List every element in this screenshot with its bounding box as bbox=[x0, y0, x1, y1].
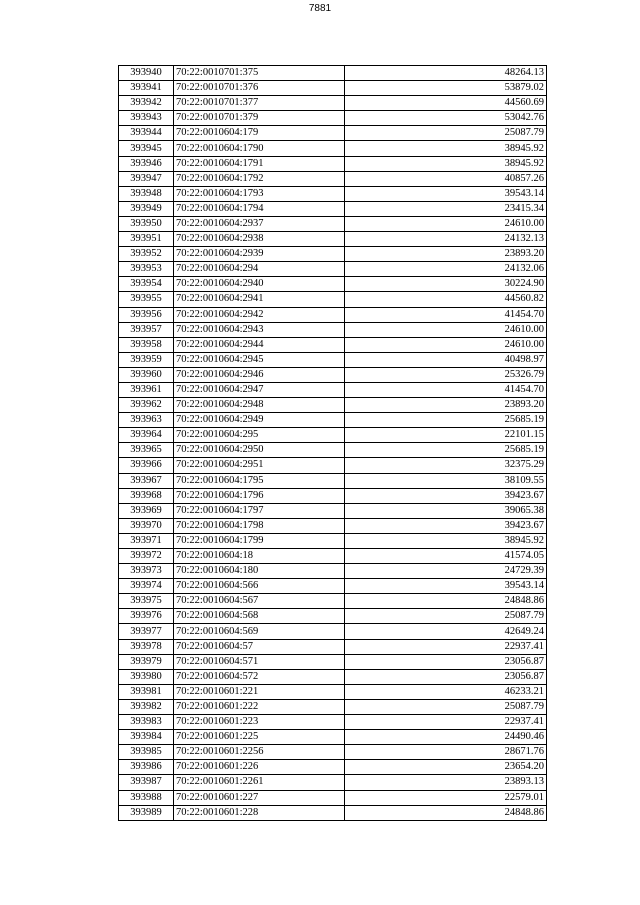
cadastral-number-cell: 70:22:0010604:2940 bbox=[174, 277, 345, 292]
cadastral-number-cell: 70:22:0010604:2948 bbox=[174, 398, 345, 413]
value-cell: 25685.19 bbox=[345, 413, 547, 428]
cadastral-number-cell: 70:22:0010701:375 bbox=[174, 66, 345, 81]
cadastral-number-cell: 70:22:0010604:1799 bbox=[174, 533, 345, 548]
value-cell: 39423.67 bbox=[345, 488, 547, 503]
table-row bbox=[119, 382, 547, 397]
value-cell: 22101.15 bbox=[345, 428, 547, 443]
table-row bbox=[119, 609, 547, 624]
value-cell: 30224.90 bbox=[345, 277, 547, 292]
row-number-cell: 393966 bbox=[119, 458, 174, 473]
table-row bbox=[119, 745, 547, 760]
table-row bbox=[119, 564, 547, 579]
value-cell: 40857.26 bbox=[345, 171, 547, 186]
row-number-cell: 393947 bbox=[119, 171, 174, 186]
table-row bbox=[119, 186, 547, 201]
table-row bbox=[119, 232, 547, 247]
row-number-cell: 393989 bbox=[119, 805, 174, 820]
table-row bbox=[119, 428, 547, 443]
value-cell: 41454.70 bbox=[345, 382, 547, 397]
table-row bbox=[119, 715, 547, 730]
cadastral-number-cell: 70:22:0010604:2946 bbox=[174, 367, 345, 382]
value-cell: 24610.00 bbox=[345, 216, 547, 231]
value-cell: 22937.41 bbox=[345, 639, 547, 654]
table-row bbox=[119, 443, 547, 458]
cadastral-number-cell: 70:22:0010601:225 bbox=[174, 730, 345, 745]
cadastral-number-cell: 70:22:0010604:1796 bbox=[174, 488, 345, 503]
table-row bbox=[119, 654, 547, 669]
row-number-cell: 393951 bbox=[119, 232, 174, 247]
row-number-cell: 393958 bbox=[119, 337, 174, 352]
cadastral-number-cell: 70:22:0010601:2256 bbox=[174, 745, 345, 760]
table-row bbox=[119, 639, 547, 654]
row-number-cell: 393987 bbox=[119, 775, 174, 790]
row-number-cell: 393969 bbox=[119, 503, 174, 518]
table-row bbox=[119, 775, 547, 790]
row-number-cell: 393943 bbox=[119, 111, 174, 126]
table-row bbox=[119, 790, 547, 805]
cadastral-number-cell: 70:22:0010604:567 bbox=[174, 594, 345, 609]
cadastral-number-cell: 70:22:0010601:227 bbox=[174, 790, 345, 805]
table-row bbox=[119, 322, 547, 337]
table-row bbox=[119, 488, 547, 503]
value-cell: 39065.38 bbox=[345, 503, 547, 518]
cadastral-number-cell: 70:22:0010601:2261 bbox=[174, 775, 345, 790]
row-number-cell: 393941 bbox=[119, 81, 174, 96]
value-cell: 22937.41 bbox=[345, 715, 547, 730]
table-row bbox=[119, 216, 547, 231]
cadastral-number-cell: 70:22:0010604:2938 bbox=[174, 232, 345, 247]
table-row bbox=[119, 126, 547, 141]
cadastral-number-cell: 70:22:0010701:377 bbox=[174, 96, 345, 111]
value-cell: 28671.76 bbox=[345, 745, 547, 760]
table-row bbox=[119, 367, 547, 382]
table-row bbox=[119, 201, 547, 216]
table-row bbox=[119, 292, 547, 307]
row-number-cell: 393953 bbox=[119, 262, 174, 277]
row-number-cell: 393980 bbox=[119, 669, 174, 684]
table-row bbox=[119, 458, 547, 473]
table-row bbox=[119, 156, 547, 171]
cadastral-number-cell: 70:22:0010604:2944 bbox=[174, 337, 345, 352]
cadastral-number-cell: 70:22:0010604:294 bbox=[174, 262, 345, 277]
row-number-cell: 393942 bbox=[119, 96, 174, 111]
table-row bbox=[119, 805, 547, 820]
row-number-cell: 393979 bbox=[119, 654, 174, 669]
row-number-cell: 393986 bbox=[119, 760, 174, 775]
table-row bbox=[119, 730, 547, 745]
value-cell: 48264.13 bbox=[345, 66, 547, 81]
row-number-cell: 393973 bbox=[119, 564, 174, 579]
table-row bbox=[119, 624, 547, 639]
table-row bbox=[119, 503, 547, 518]
cadastral-number-cell: 70:22:0010604:2937 bbox=[174, 216, 345, 231]
value-cell: 40498.97 bbox=[345, 352, 547, 367]
cadastral-number-cell: 70:22:0010601:226 bbox=[174, 760, 345, 775]
row-number-cell: 393940 bbox=[119, 66, 174, 81]
row-number-cell: 393983 bbox=[119, 715, 174, 730]
value-cell: 24729.39 bbox=[345, 564, 547, 579]
value-cell: 24490.46 bbox=[345, 730, 547, 745]
value-cell: 32375.29 bbox=[345, 458, 547, 473]
table-row bbox=[119, 277, 547, 292]
cadastral-number-cell: 70:22:0010604:1794 bbox=[174, 201, 345, 216]
cadastral-number-cell: 70:22:0010604:569 bbox=[174, 624, 345, 639]
cadastral-number-cell: 70:22:0010604:1791 bbox=[174, 156, 345, 171]
row-number-cell: 393952 bbox=[119, 247, 174, 262]
value-cell: 53879.02 bbox=[345, 81, 547, 96]
table-row bbox=[119, 518, 547, 533]
row-number-cell: 393961 bbox=[119, 382, 174, 397]
value-cell: 25685.19 bbox=[345, 443, 547, 458]
cadastral-number-cell: 70:22:0010604:572 bbox=[174, 669, 345, 684]
cadastral-number-cell: 70:22:0010601:222 bbox=[174, 699, 345, 714]
value-cell: 39543.14 bbox=[345, 186, 547, 201]
value-cell: 25087.79 bbox=[345, 609, 547, 624]
cadastral-number-cell: 70:22:0010604:1795 bbox=[174, 473, 345, 488]
cadastral-number-cell: 70:22:0010701:376 bbox=[174, 81, 345, 96]
page-number: 7881 bbox=[308, 3, 332, 14]
row-number-cell: 393977 bbox=[119, 624, 174, 639]
value-cell: 53042.76 bbox=[345, 111, 547, 126]
cadastral-number-cell: 70:22:0010604:2949 bbox=[174, 413, 345, 428]
table-row bbox=[119, 533, 547, 548]
cadastral-number-cell: 70:22:0010604:1797 bbox=[174, 503, 345, 518]
cadastral-number-cell: 70:22:0010604:1790 bbox=[174, 141, 345, 156]
row-number-cell: 393959 bbox=[119, 352, 174, 367]
cadastral-number-cell: 70:22:0010601:223 bbox=[174, 715, 345, 730]
table-row bbox=[119, 398, 547, 413]
table-row bbox=[119, 684, 547, 699]
cadastral-number-cell: 70:22:0010604:1793 bbox=[174, 186, 345, 201]
table-row bbox=[119, 262, 547, 277]
row-number-cell: 393988 bbox=[119, 790, 174, 805]
table-row bbox=[119, 579, 547, 594]
cadastral-number-cell: 70:22:0010601:228 bbox=[174, 805, 345, 820]
row-number-cell: 393946 bbox=[119, 156, 174, 171]
table-row bbox=[119, 473, 547, 488]
row-number-cell: 393965 bbox=[119, 443, 174, 458]
row-number-cell: 393963 bbox=[119, 413, 174, 428]
cadastral-number-cell: 70:22:0010604:1798 bbox=[174, 518, 345, 533]
cadastral-number-cell: 70:22:0010701:379 bbox=[174, 111, 345, 126]
table-row bbox=[119, 96, 547, 111]
value-cell: 46233.21 bbox=[345, 684, 547, 699]
value-cell: 23415.34 bbox=[345, 201, 547, 216]
cadastral-number-cell: 70:22:0010604:2943 bbox=[174, 322, 345, 337]
value-cell: 25087.79 bbox=[345, 126, 547, 141]
row-number-cell: 393944 bbox=[119, 126, 174, 141]
row-number-cell: 393975 bbox=[119, 594, 174, 609]
table-row bbox=[119, 699, 547, 714]
value-cell: 42649.24 bbox=[345, 624, 547, 639]
value-cell: 22579.01 bbox=[345, 790, 547, 805]
row-number-cell: 393985 bbox=[119, 745, 174, 760]
cadastral-number-cell: 70:22:0010601:221 bbox=[174, 684, 345, 699]
cadastral-number-cell: 70:22:0010604:179 bbox=[174, 126, 345, 141]
value-cell: 25087.79 bbox=[345, 699, 547, 714]
row-number-cell: 393982 bbox=[119, 699, 174, 714]
row-number-cell: 393976 bbox=[119, 609, 174, 624]
row-number-cell: 393971 bbox=[119, 533, 174, 548]
table-row bbox=[119, 413, 547, 428]
table-body bbox=[119, 66, 547, 821]
value-cell: 23893.13 bbox=[345, 775, 547, 790]
value-cell: 24610.00 bbox=[345, 322, 547, 337]
row-number-cell: 393948 bbox=[119, 186, 174, 201]
row-number-cell: 393954 bbox=[119, 277, 174, 292]
row-number-cell: 393978 bbox=[119, 639, 174, 654]
row-number-cell: 393957 bbox=[119, 322, 174, 337]
row-number-cell: 393956 bbox=[119, 307, 174, 322]
table-row bbox=[119, 760, 547, 775]
value-cell: 39543.14 bbox=[345, 579, 547, 594]
value-cell: 24848.86 bbox=[345, 594, 547, 609]
value-cell: 23893.20 bbox=[345, 247, 547, 262]
row-number-cell: 393962 bbox=[119, 398, 174, 413]
row-number-cell: 393964 bbox=[119, 428, 174, 443]
table-row bbox=[119, 111, 547, 126]
value-cell: 23056.87 bbox=[345, 654, 547, 669]
row-number-cell: 393945 bbox=[119, 141, 174, 156]
value-cell: 44560.69 bbox=[345, 96, 547, 111]
row-number-cell: 393981 bbox=[119, 684, 174, 699]
value-cell: 38945.92 bbox=[345, 156, 547, 171]
cadastral-number-cell: 70:22:0010604:2939 bbox=[174, 247, 345, 262]
row-number-cell: 393960 bbox=[119, 367, 174, 382]
row-number-cell: 393955 bbox=[119, 292, 174, 307]
value-cell: 24132.13 bbox=[345, 232, 547, 247]
row-number-cell: 393968 bbox=[119, 488, 174, 503]
value-cell: 41574.05 bbox=[345, 549, 547, 564]
row-number-cell: 393967 bbox=[119, 473, 174, 488]
cadastral-number-cell: 70:22:0010604:57 bbox=[174, 639, 345, 654]
cadastral-number-cell: 70:22:0010604:2951 bbox=[174, 458, 345, 473]
cadastral-number-cell: 70:22:0010604:2941 bbox=[174, 292, 345, 307]
cadastral-number-cell: 70:22:0010604:1792 bbox=[174, 171, 345, 186]
row-number-cell: 393950 bbox=[119, 216, 174, 231]
value-cell: 38945.92 bbox=[345, 141, 547, 156]
value-cell: 23056.87 bbox=[345, 669, 547, 684]
registry-table bbox=[118, 65, 547, 821]
value-cell: 24132.06 bbox=[345, 262, 547, 277]
row-number-cell: 393970 bbox=[119, 518, 174, 533]
row-number-cell: 393984 bbox=[119, 730, 174, 745]
value-cell: 24848.86 bbox=[345, 805, 547, 820]
cadastral-number-cell: 70:22:0010604:2945 bbox=[174, 352, 345, 367]
table-row bbox=[119, 337, 547, 352]
table-row bbox=[119, 141, 547, 156]
table-row bbox=[119, 594, 547, 609]
cadastral-number-cell: 70:22:0010604:566 bbox=[174, 579, 345, 594]
table-row bbox=[119, 66, 547, 81]
table-row bbox=[119, 171, 547, 186]
cadastral-number-cell: 70:22:0010604:571 bbox=[174, 654, 345, 669]
cadastral-number-cell: 70:22:0010604:2942 bbox=[174, 307, 345, 322]
row-number-cell: 393974 bbox=[119, 579, 174, 594]
cadastral-number-cell: 70:22:0010604:180 bbox=[174, 564, 345, 579]
table-row bbox=[119, 352, 547, 367]
table-row bbox=[119, 81, 547, 96]
value-cell: 38109.55 bbox=[345, 473, 547, 488]
row-number-cell: 393972 bbox=[119, 549, 174, 564]
value-cell: 44560.82 bbox=[345, 292, 547, 307]
cadastral-number-cell: 70:22:0010604:568 bbox=[174, 609, 345, 624]
cadastral-number-cell: 70:22:0010604:2947 bbox=[174, 382, 345, 397]
cadastral-number-cell: 70:22:0010604:18 bbox=[174, 549, 345, 564]
value-cell: 41454.70 bbox=[345, 307, 547, 322]
value-cell: 24610.00 bbox=[345, 337, 547, 352]
table-row bbox=[119, 549, 547, 564]
cadastral-number-cell: 70:22:0010604:295 bbox=[174, 428, 345, 443]
table-row bbox=[119, 307, 547, 322]
value-cell: 38945.92 bbox=[345, 533, 547, 548]
value-cell: 25326.79 bbox=[345, 367, 547, 382]
value-cell: 23893.20 bbox=[345, 398, 547, 413]
table-row bbox=[119, 669, 547, 684]
row-number-cell: 393949 bbox=[119, 201, 174, 216]
value-cell: 23654.20 bbox=[345, 760, 547, 775]
table-row bbox=[119, 247, 547, 262]
value-cell: 39423.67 bbox=[345, 518, 547, 533]
cadastral-number-cell: 70:22:0010604:2950 bbox=[174, 443, 345, 458]
